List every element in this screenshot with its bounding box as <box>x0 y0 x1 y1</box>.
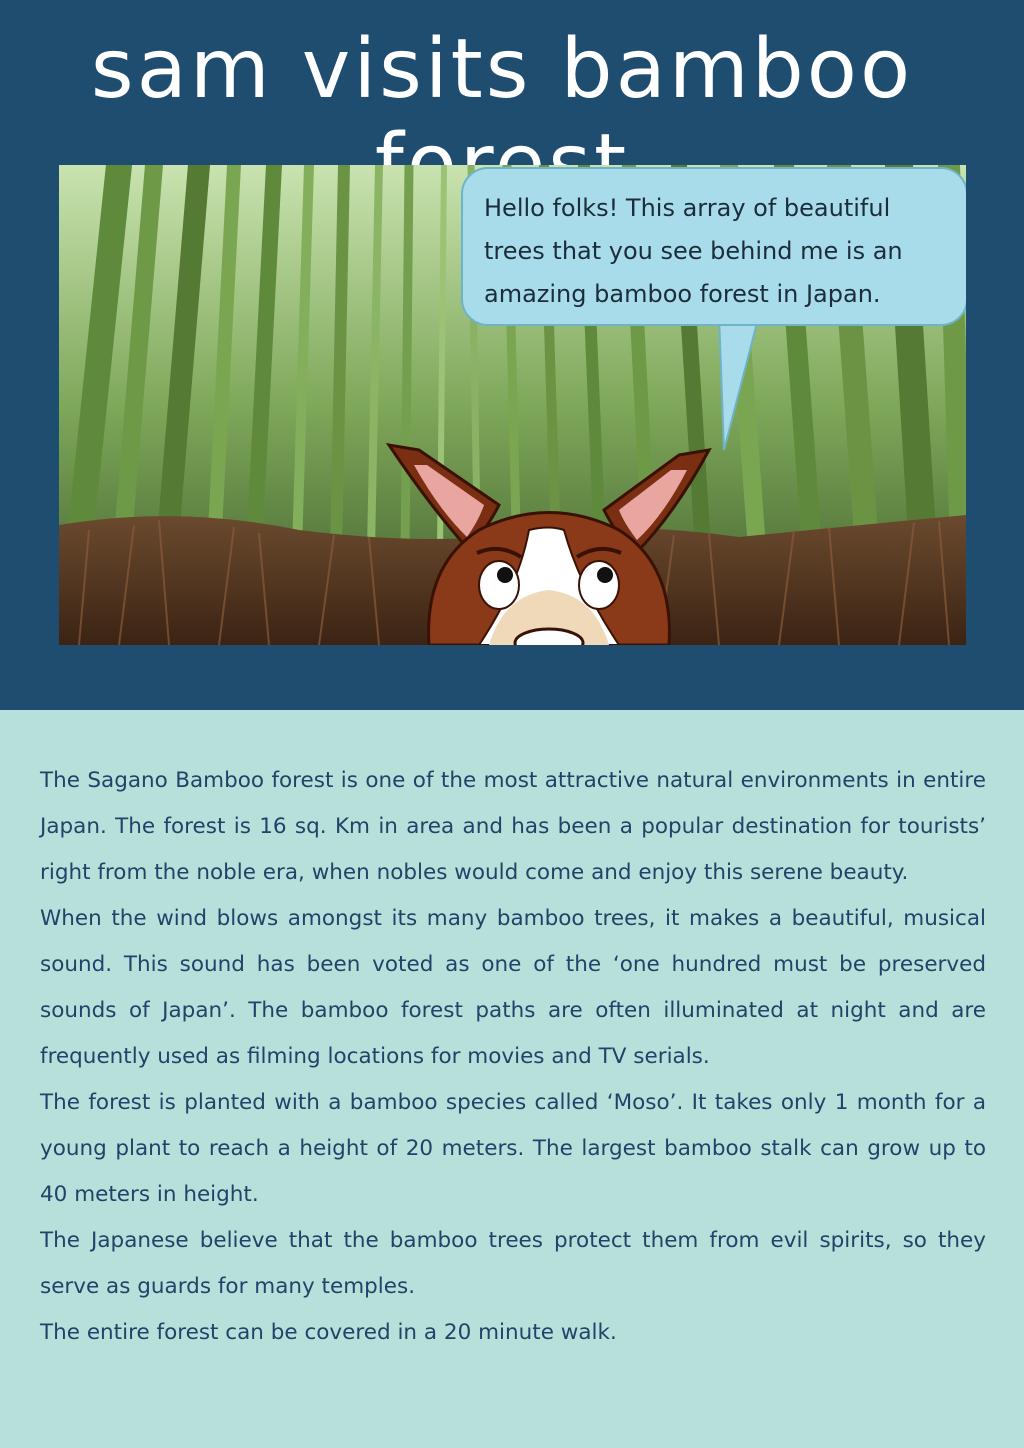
paragraph: The entire forest can be covered in a 20 minute walk. <box>40 1320 617 1345</box>
speech-bubble-text: Hello folks! This array of beautiful trees that you see behind me is an amazing bamboo forest in Japan. <box>484 194 903 308</box>
page-title: sam visits bamboo <box>90 22 914 117</box>
paragraph: When the wind blows amongst its many bamboo trees, it makes a beautiful, musical sound. This sound has been voted as one of the ‘one hundred must be preserved sounds of Japan’. The bamboo forest paths are often illuminated at night and are frequently used as filming locations for movies and TV serials. <box>40 906 986 1069</box>
paragraph: The Japanese believe that the bamboo trees protect them from evil spirits, so they serve as guards for many temples. <box>40 1228 986 1299</box>
article-body <box>40 758 986 1356</box>
paragraph: The forest is planted with a bamboo species called ‘Moso’. It takes only 1 month for a young plant to reach a height of 20 meters. The largest bamboo stalk can grow up to 40 meters in height. <box>40 1090 986 1207</box>
paragraph: The Sagano Bamboo forest is one of the most attractive natural environments in entire Japan. The forest is 16 sq. Km in area and has been a popular destination for tourists’ right from the noble era, when nobles would come and enjoy this serene beauty. <box>40 768 986 885</box>
bamboo-forest-illustration <box>59 165 966 645</box>
header-banner <box>0 0 1024 710</box>
